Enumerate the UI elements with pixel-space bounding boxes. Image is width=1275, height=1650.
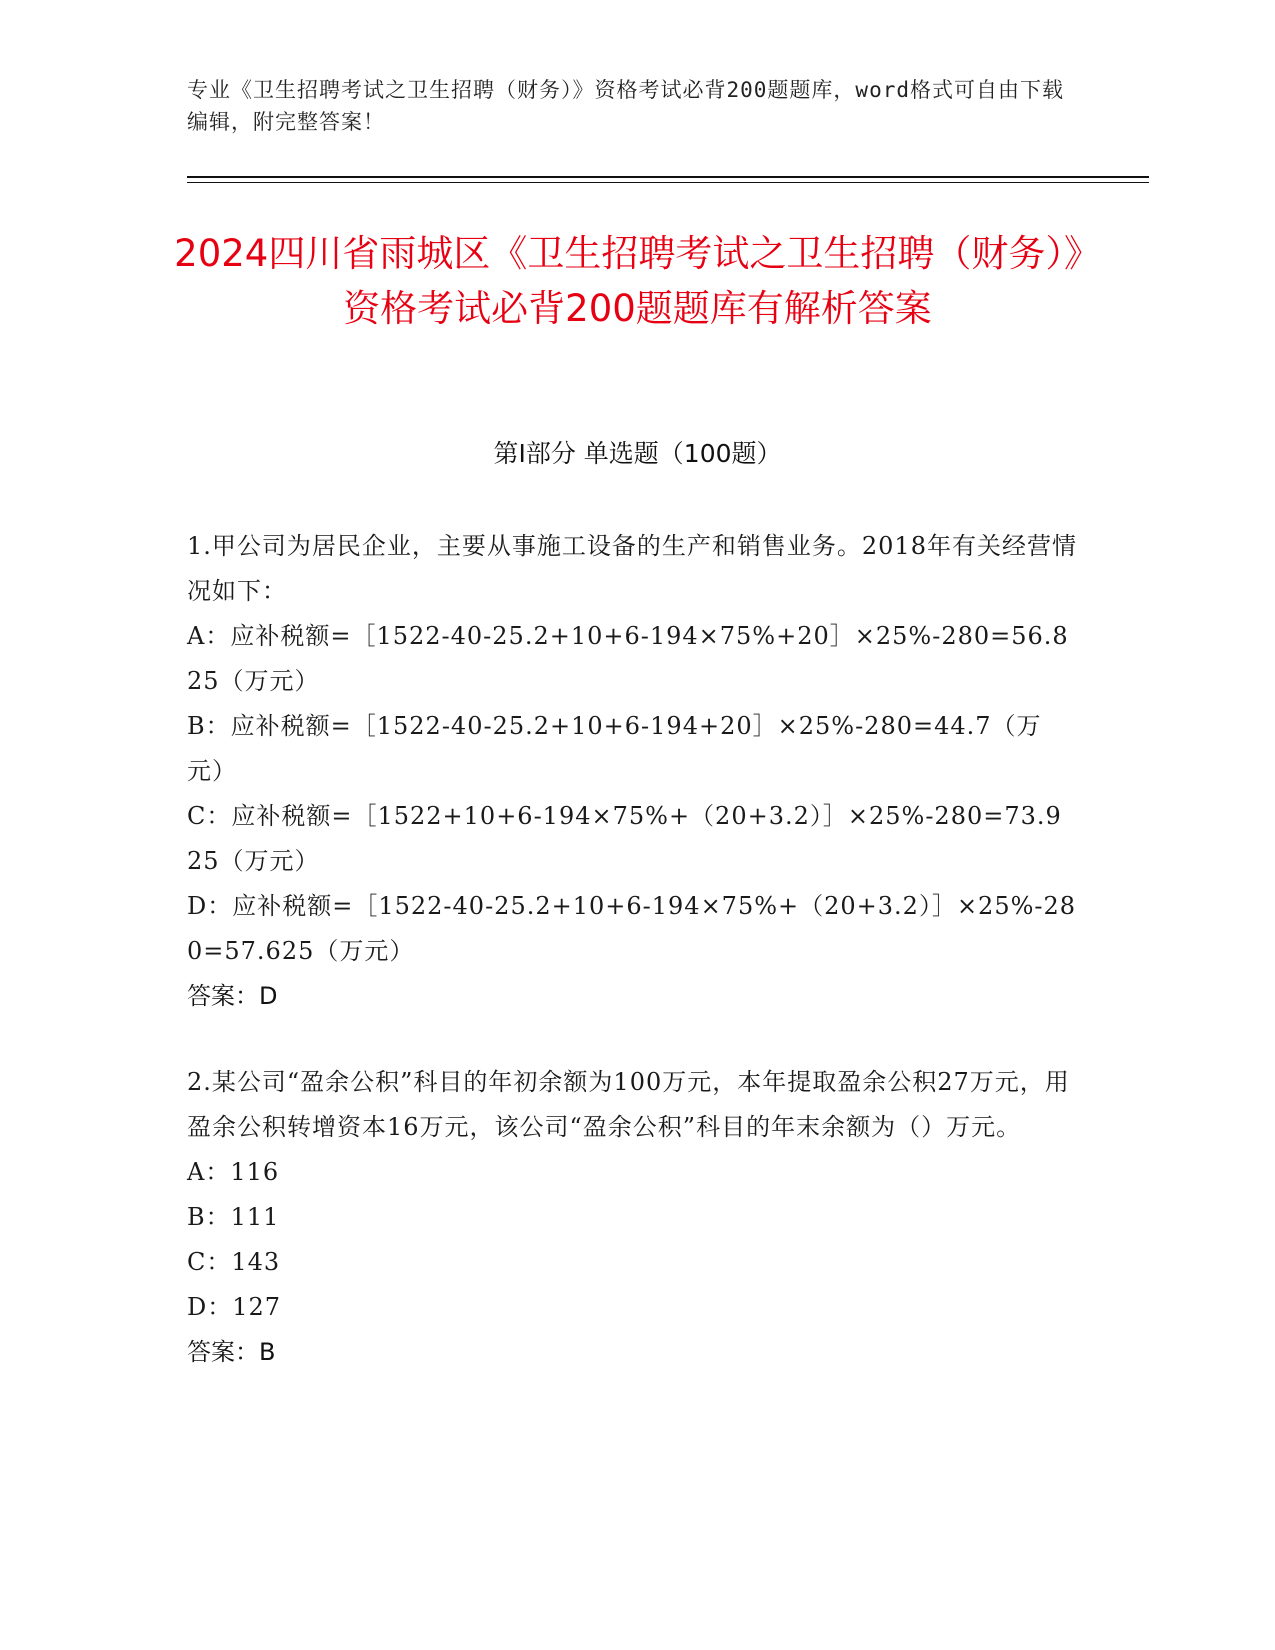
section-heading: 第Ⅰ部分 单选题（100题） bbox=[493, 439, 782, 468]
question-2 bbox=[187, 1060, 1077, 1375]
option-b: B：应补税额=［1522-40-25.2+10+6-194+20］×25%-280=44.7（万元） bbox=[187, 712, 1042, 785]
option-a: A：116 bbox=[187, 1158, 280, 1186]
option-d: D：127 bbox=[187, 1293, 282, 1321]
question-1 bbox=[187, 524, 1077, 1019]
answer-label: 答案：B bbox=[187, 1338, 276, 1366]
header-note: 专业《卫生招聘考试之卫生招聘（财务）》资格考试必背200题题库，word格式可自由下载编辑，附完整答案！ bbox=[187, 78, 1064, 134]
document-title: 2024四川省雨城区《卫生招聘考试之卫生招聘（财务）》资格考试必背200题题库有解析答案 bbox=[174, 232, 1101, 330]
question-stem: 1.甲公司为居民企业，主要从事施工设备的生产和销售业务。2018年有关经营情况如下： bbox=[187, 532, 1077, 605]
header-rule-thin bbox=[187, 182, 1149, 183]
option-c: C：应补税额=［1522+10+6-194×75%+（20+3.2）］×25%-280=73.925（万元） bbox=[187, 802, 1062, 875]
answer-label: 答案：D bbox=[187, 982, 278, 1010]
question-list bbox=[187, 524, 1077, 1416]
option-d: D：应补税额=［1522-40-25.2+10+6-194×75%+（20+3.2）］×25%-280=57.625（万元） bbox=[187, 892, 1077, 965]
question-stem: 2.某公司“盈余公积”科目的年初余额为100万元，本年提取盈余公积27万元，用盈余公积转增资本16万元，该公司“盈余公积”科目的年末余额为（）万元。 bbox=[187, 1068, 1070, 1141]
header-rule-thick bbox=[187, 176, 1149, 178]
option-c: C：143 bbox=[187, 1248, 281, 1276]
option-a: A：应补税额=［1522-40-25.2+10+6-194×75%+20］×25%-280=56.825（万元） bbox=[187, 622, 1069, 695]
option-b: B：111 bbox=[187, 1203, 280, 1231]
